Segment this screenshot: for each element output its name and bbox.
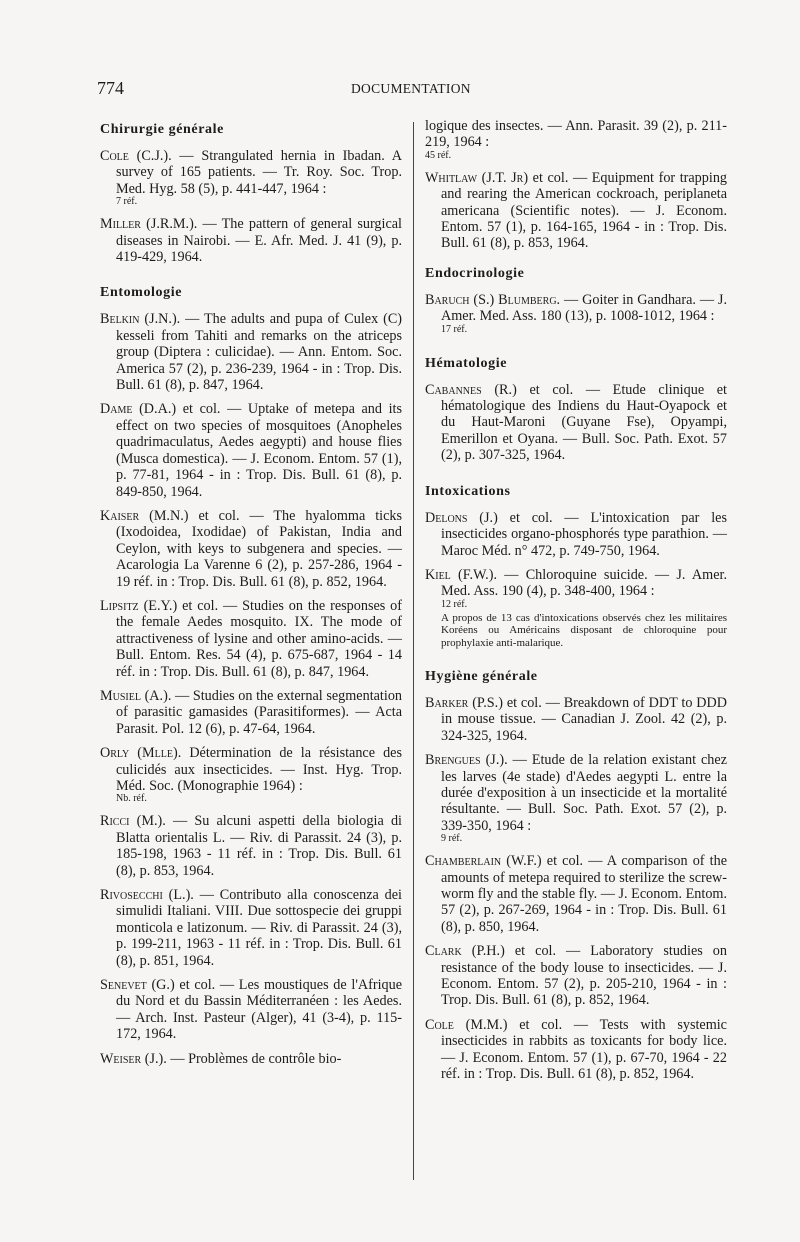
entry-text: logique des insectes. — Ann. Parasit. 39 (2), p. 211-219, 1964 :: [425, 118, 727, 151]
entry-author: Clark (P.H.): [425, 943, 505, 960]
entry-author: Delons (J.): [425, 509, 498, 526]
entry-author: Belkin (J.N.).: [100, 311, 181, 328]
reference-count: Nb. réf.: [116, 793, 147, 805]
entry-author: Ricci (M.).: [100, 813, 166, 830]
entry-author: Miller (J.R.M.).: [100, 216, 198, 233]
bibliography-entry: [425, 510, 727, 559]
entry-text: — The adults and pupa of Culex (C) kesseli from Tahiti and remarks on the atriceps group (Diptera : culicidae). — Ann. Entom. Soc. America 57 (2), p. 236-239, 1964 - in : Trop. Dis. Bull. 61 (8), p. 847, 1964.: [116, 311, 403, 394]
entry-author: Orly (Mlle).: [100, 745, 182, 762]
entry-text: et col. — Equipment for trapping and rearing the American cockroach, periplaneta americana (Scientific notes). — J. Econom. Entom. 57 (1), p. 164-165, 1964 - in : Trop. Dis. Bull. 61 (8), p. 853, 1964.: [441, 169, 728, 252]
bibliography-entry: [425, 567, 727, 649]
entry-author: Lipsitz (E.Y.): [100, 597, 178, 614]
entry-author: Cole (M.M.): [425, 1016, 508, 1033]
bibliography-entry: [100, 813, 402, 879]
bibliography-entry: [100, 508, 402, 590]
section-heading: Chirurgie générale: [100, 122, 224, 137]
bibliography-entry: [100, 401, 402, 499]
reference-count: 7 réf.: [116, 196, 138, 208]
entry-text: et col. — L'intoxication par les insecticides organo-phosphorés type parathion. — Maroc Méd. n° 472, p. 749-750, 1964.: [441, 509, 727, 559]
entry-author: Chamberlain (W.F.): [425, 853, 542, 870]
entry-author: Kiel (F.W.).: [425, 566, 497, 583]
bibliography-entry: [100, 216, 402, 265]
entry-author: Brengues (J.).: [425, 752, 508, 769]
entry-text: et col. — Tests with systemic insecticides in rabbits as toxicants for body lice. — J. Econom. Entom. 57 (1), p. 67-70, 1964 - 22 réf. in : Trop. Dis. Bull. 61 (8), p. 852, 1964.: [441, 1016, 727, 1083]
entry-text: — The pattern of general surgical diseases in Nairobi. — E. Afr. Med. J. 41 (9), p. 419-429, 1964.: [116, 216, 402, 266]
reference-count: 9 réf.: [441, 833, 463, 845]
entry-text: — Su alcuni aspetti della biologia di Blatta orientalis L. — Riv. di Parassit. 24 (3), p. 185-198, 1963 - 11 réf. in : Trop. Dis. Bull. 61 (8), p. 853, 1964.: [116, 813, 402, 879]
entry-text: et col. — Les moustiques de l'Afrique du Nord et du Bassin Méditerranéen : les Aedes. — Arch. Inst. Pasteur (Alger), 41 (3-4), p. 115-172, 1964.: [116, 977, 402, 1043]
entry-text: et col. — A comparison of the amounts of metepa required to sterilize the screw-worm fly and the stable fly. — J. Econom. Entom. 57 (2), p. 267-269, 1964 - in : Trop. Dis. Bull. 61 (8), p. 850, 1964.: [441, 853, 727, 935]
bibliography-entry-continued: [425, 118, 727, 162]
bibliography-entry: [425, 853, 727, 935]
entry-text: — Studies on the external segmentation of parasitic gamasides (Parasitiformes). — Acta Parasit. Pol. 12 (6), p. 47-64, 1964.: [116, 687, 403, 737]
entry-text: — Chloroquine suicide. — J. Amer. Med. Ass. 190 (4), p. 348-400, 1964 :: [441, 566, 727, 600]
entry-author: Dame (D.A.): [100, 401, 177, 418]
entry-note: A propos de 13 cas d'intoxications observés chez les militaires Koréens ou Américains disposant de chloroquine pour prophylaxie anti-malarique.: [441, 611, 727, 649]
entry-text: — Goiter in Gandhara. — J. Amer. Med. Ass. 180 (13), p. 1008-1012, 1964 :: [441, 291, 727, 325]
bibliography-entry: [100, 887, 402, 969]
entry-author: Rivosecchi (L.).: [100, 887, 194, 904]
entry-author: Baruch (S.) Blumberg.: [425, 291, 561, 308]
entry-author: Cole (C.J.).: [100, 148, 172, 164]
entry-author: Weiser (J.).: [100, 1050, 167, 1067]
bibliography-entry: [425, 752, 727, 845]
entry-text: — Problèmes de contrôle bio-: [166, 1050, 342, 1067]
bibliography-entry: [425, 1017, 727, 1083]
entry-text: Détermination de la résistance des culicidés aux insecticides. — Inst. Hyg. Trop. Méd. Soc. (Monographie 1964) :: [116, 745, 402, 794]
left-column: [100, 118, 402, 1075]
bibliography-entry: [425, 943, 727, 1009]
bibliography-entry: [425, 382, 727, 464]
section-heading: Intoxications: [425, 483, 511, 499]
reference-count: 45 réf.: [425, 149, 452, 161]
page-number: 774: [97, 78, 124, 98]
bibliography-entry: [100, 688, 402, 737]
entry-text: — Strangulated hernia in Ibadan. A survey of 165 patients. — Tr. Roy. Soc. Trop. Med. Hyg. 58 (5), p. 441-447, 1964 :: [116, 148, 402, 197]
entry-author: Kaiser (M.N.): [100, 507, 189, 524]
entry-text: — Etude de la relation existant chez les larves (4e stade) d'Aedes aegypti L. entre la durée d'exposition à un insecticide et la mortalité résultante. — Bull. Soc. Path. Exot. 57 (2), p. 339-350, 1964 :: [441, 752, 727, 834]
entry-text: — Contributo alla conoscenza dei simulidi Italiani. VIII. Due sottospecie dei gruppi monticola e latizonum. — Riv. di Parassit. 24 (3), p. 199-211, 1963 - 11 réf. in : Trop. Dis. Bull. 61 (8), p. 851, 1964.: [116, 887, 402, 969]
entry-author: Whitlaw (J.T. Jr): [425, 169, 529, 186]
right-column: [425, 118, 727, 1090]
reference-count: 17 réf.: [441, 323, 468, 335]
bibliography-entry: [100, 1051, 402, 1067]
bibliography-entry: [100, 977, 402, 1043]
bibliography-entry: [100, 311, 402, 393]
bibliography-entry: [425, 695, 727, 744]
section-heading: Entomologie: [100, 285, 183, 301]
section-heading: Hématologie: [425, 355, 508, 371]
section-heading: Hygiène générale: [425, 668, 538, 684]
entry-text: et col. — Breakdown of DDT to DDD in mouse tissue. — Canadian J. Zool. 42 (2), p. 324-325, 1964.: [441, 694, 728, 744]
entry-author: Senevet (G.): [100, 977, 175, 994]
entry-author: Musiel (A.).: [100, 687, 172, 704]
bibliography-entry: [100, 745, 402, 805]
entry-author: Cabannes (R.): [425, 381, 517, 398]
bibliography-entry: [100, 598, 402, 680]
entry-text: et col. — The hyalomma ticks (Ixodoidea, Ixodidae) of Pakistan, India and Ceylon, with keys to subgenera and species. — Acarologia La Varenne 6 (2), p. 257-286, 1964 - 19 réf. in : Trop. Dis. Bull. 61 (8), p. 852, 1964.: [116, 507, 402, 590]
reference-count: 12 réf.: [441, 598, 468, 610]
section-heading: Endocrinologie: [425, 265, 525, 281]
entry-text: et col. — Etude clinique et hématologique des Indiens du Haut-Oyapock et du Haut-Maroni (Guyane Fse), Opyampi, Emerillon et Oyana. — Bull. Soc. Path. Exot. 57 (2), p. 307-325, 1964.: [441, 381, 727, 464]
running-head: DOCUMENTATION: [351, 81, 471, 96]
bibliography-entry: [425, 170, 727, 252]
bibliography-entry: [100, 148, 402, 208]
bibliography-entry: [425, 292, 727, 336]
entry-author: Barker (P.S.): [425, 694, 503, 711]
entry-text: et col. — Studies on the responses of the female Aedes mosquito. IX. The mode of attractiveness of lysine and other amino-acids. — Bull. Entom. Res. 54 (4), p. 675-687, 1964 - 14 réf. in : Trop. Dis. Bull. 61 (8), p. 847, 1964.: [116, 597, 402, 680]
entry-text: et col. — Laboratory studies on resistance of the body louse to insecticides. — J. Econom. Entom. 57 (2), p. 205-210, 1964 - in : Trop. Dis. Bull. 61 (8), p. 852, 1964.: [441, 943, 727, 1009]
entry-text: et col. — Uptake of metepa and its effect on two species of mosquitoes (Anopheles quadrimaculatus, Aedes aegypti) and house flies (Musca domestica). — J. Econom. Entom. 57 (1), p. 77-81, 1964 - in : Trop. Dis. Bull. 61 (8), p. 849-850, 1964.: [116, 401, 402, 500]
column-rule: [413, 122, 414, 1180]
